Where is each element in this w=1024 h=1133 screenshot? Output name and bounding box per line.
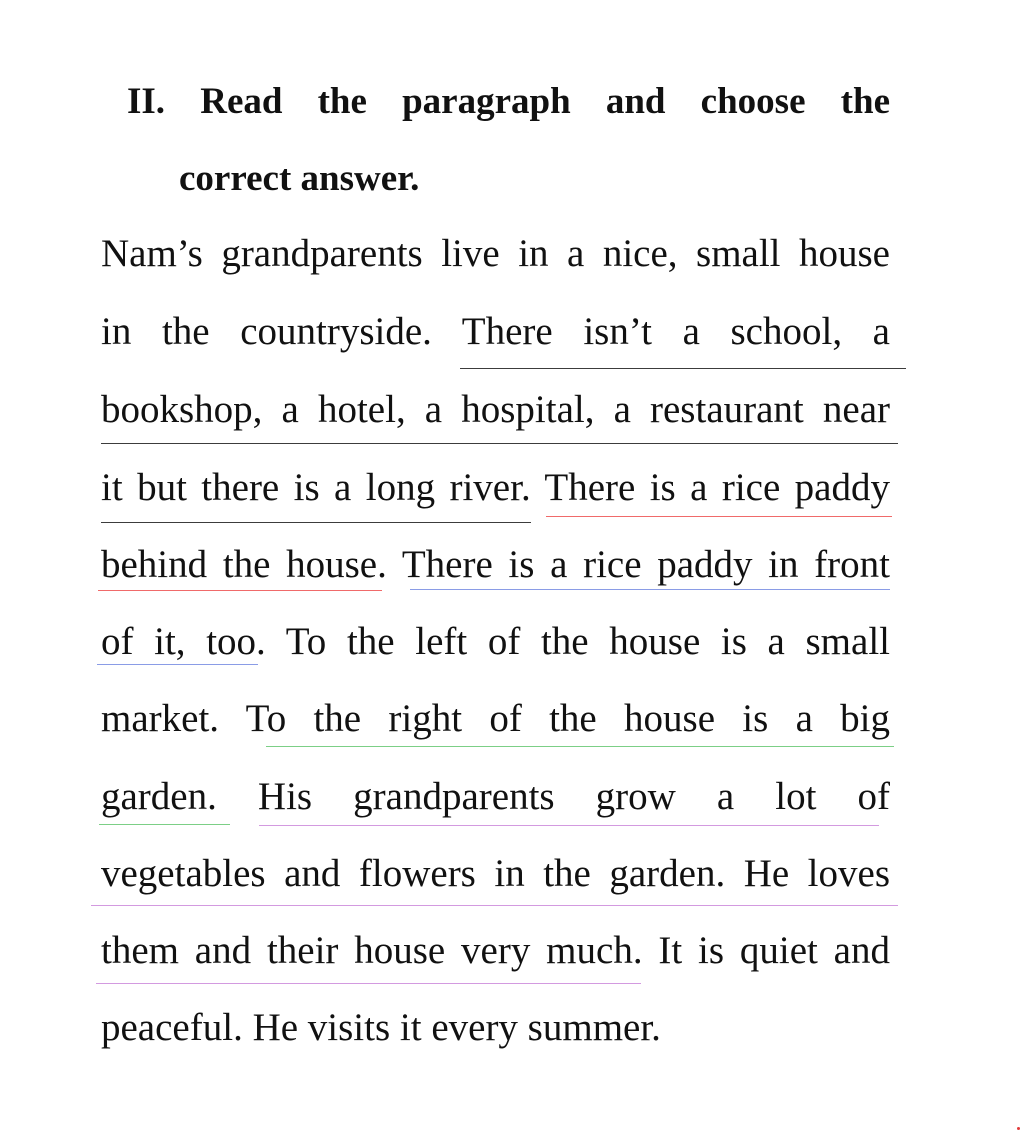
underline-red — [98, 590, 382, 591]
passage-line-8: garden. His grandparents grow a lot of — [101, 775, 890, 818]
passage-line-10: them and their house very much. It is quiet and — [101, 929, 890, 972]
underline-blue — [410, 589, 890, 590]
underline-purple — [91, 905, 898, 906]
passage-line-3: bookshop, a hotel, a hospital, a restaurant near — [101, 388, 890, 431]
underline-blue — [97, 664, 258, 665]
exercise-title-line-2: correct answer. — [179, 158, 420, 199]
passage-line-4: it but there is a long river. There is a rice paddy — [101, 466, 890, 509]
passage-line-7: market. To the right of the house is a big — [101, 697, 890, 740]
passage-line-1: Nam’s grandparents live in a nice, small house — [101, 232, 890, 275]
underline-black — [101, 443, 898, 444]
underline-black — [101, 522, 531, 523]
passage-line-6: of it, too. To the left of the house is a small — [101, 620, 890, 663]
passage-line-5: behind the house. There is a rice paddy in front — [101, 543, 890, 586]
underline-green — [99, 824, 230, 825]
red-dot-mark — [1017, 1127, 1020, 1130]
underline-red — [546, 516, 892, 517]
passage-line-9: vegetables and flowers in the garden. He loves — [101, 852, 890, 895]
passage-line-2: in the countryside. There isn’t a school, a — [101, 310, 890, 353]
underline-black — [460, 368, 906, 369]
underline-purple — [96, 983, 641, 984]
passage-line-11: peaceful. He visits it every summer. — [101, 1006, 661, 1049]
underline-purple — [259, 825, 879, 826]
exercise-title-line-1: II. Read the paragraph and choose the — [127, 81, 890, 122]
underline-green — [266, 746, 894, 747]
